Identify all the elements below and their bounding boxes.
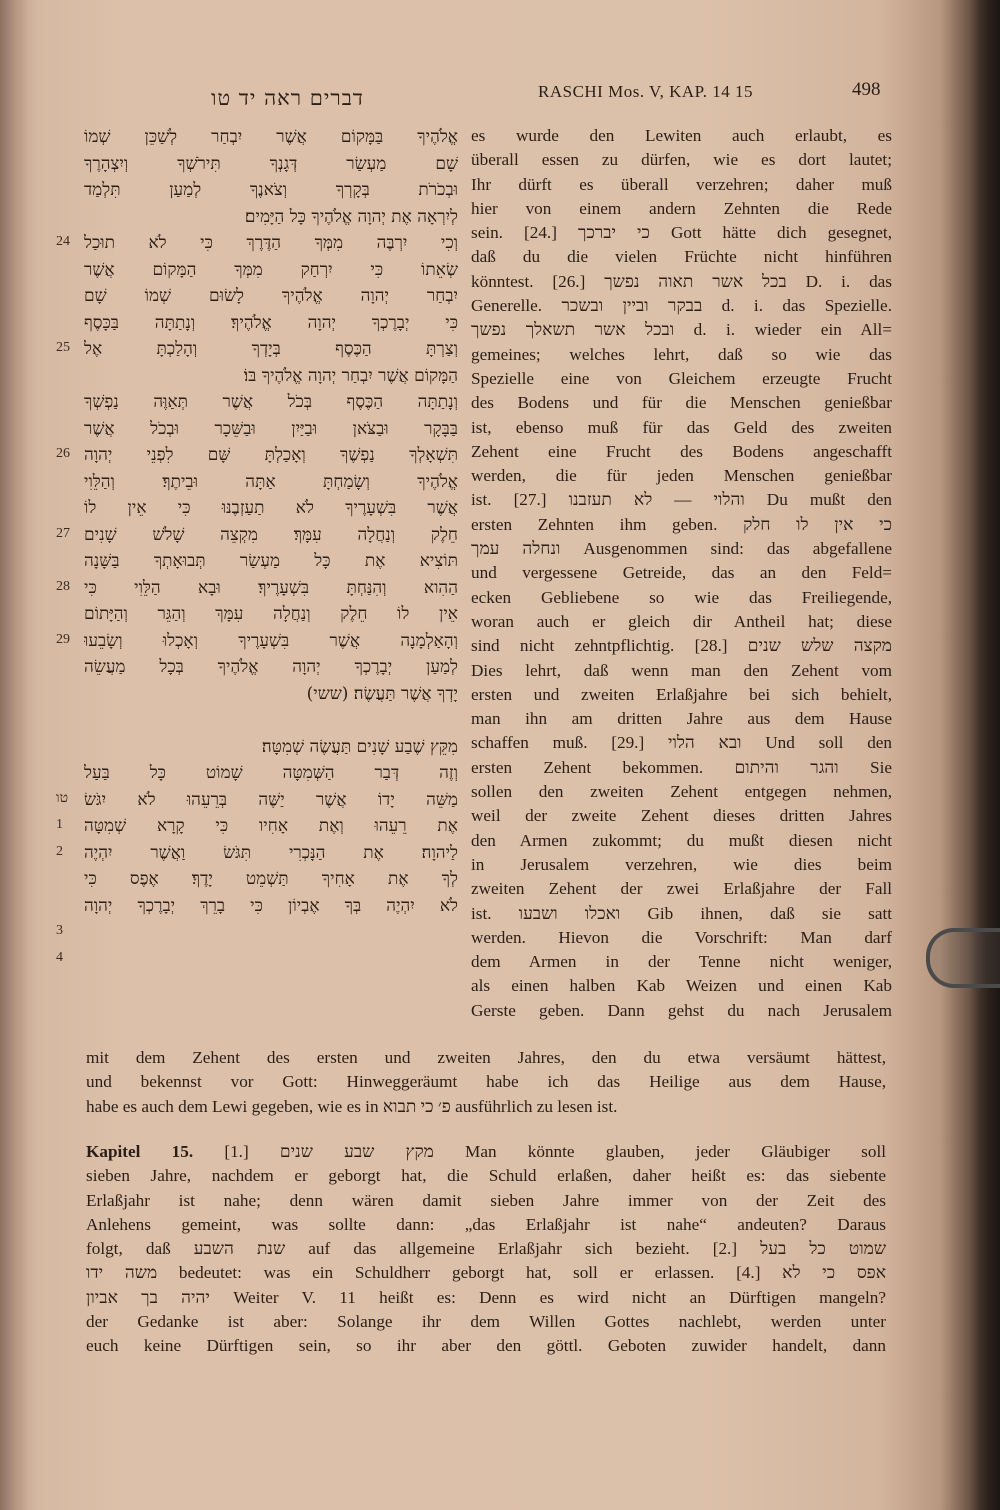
commentary-line: ersten und zweiten Erlaßjahre bei sich behielt, bbox=[471, 684, 892, 704]
commentary-line: und vergessene Getreide, das an den Feld= bbox=[471, 563, 892, 583]
commentary-line: werden. Hievon die Vorschrift: Man darf bbox=[471, 927, 892, 947]
hebrew-running-title: דברים ראה יד טו bbox=[211, 86, 364, 110]
verse-line: בַּבָּקָר וּבַצֹּאן וּבַיַּיִן וּבַשֵּׁכָר וּבְכֹל אֲשֶׁר bbox=[84, 418, 458, 439]
commentary-line: weil der zweite Zehent dieses dritten Jahres bbox=[471, 806, 892, 826]
chapter-first-line bbox=[86, 1140, 886, 1164]
verse-line: וְנָתַתָּה הַכֶּסֶף בְּכֹל אֲשֶׁר תְּאַוֶּה נַפְשְׁךָ bbox=[84, 392, 458, 412]
commentary-line: überall essen zu dürfen, wie es dort lautet; bbox=[471, 150, 892, 170]
verse-line: אֲשֶׁר בִּשְׁעָרֶיךָ לֹא תַעַזְבֶנּוּ כִּי אֵין לוֹ bbox=[84, 498, 458, 518]
verse-line: וְהָאַלְמָנָה אֲשֶׁר בִּשְׁעָרֶיךָ וְאָכְלוּ וְשָׂבֵעוּ bbox=[84, 630, 458, 651]
verse-number: 24 bbox=[56, 234, 70, 249]
verse-line: הַמָּקוֹם אֲשֶׁר יִבְחַר יְהוָה אֱלֹהֶיךָ בּוֹ׃ bbox=[243, 365, 458, 386]
full-width-line: und bekennst vor Gott: Hinweggeräumt habe ich das Heilige aus dem Hause, bbox=[86, 1072, 886, 1092]
verse-line: לַיהוָה׃ אֶת הַנָּכְרִי תִּגֹּשׂ וַאֲשֶׁר יִהְיֶה bbox=[84, 842, 458, 863]
chapter-line: Anlehens gemeint, was sollte dann: „das Erlaßjahr ist nahe“ andeuten? Daraus bbox=[86, 1214, 886, 1234]
commentary-line: ist. ואכלו ושבעו Gib ihnen, daß sie satt bbox=[471, 903, 892, 923]
verse-number: 3 bbox=[56, 923, 63, 938]
verse-line: אֶת רֵעֵהוּ וְאֶת אָחִיו כִּי קָרָא שְׁמִטָּה bbox=[84, 816, 458, 836]
full-width-line: mit dem Zehent des ersten und zweiten Jahres, den du etwa versäumt hättest, bbox=[86, 1048, 886, 1067]
commentary-line: ersten Zehnten ihm geben. כי אין לו חלק bbox=[471, 514, 892, 534]
verse-number: 29 bbox=[56, 631, 70, 647]
verse-line bbox=[84, 707, 458, 734]
verse-number: 4 bbox=[56, 949, 63, 965]
hebrew-verse-column bbox=[84, 124, 458, 919]
verse-number: 26 bbox=[56, 446, 70, 461]
verse-line: וְזֶה דְּבַר הַשְּׁמִטָּה שָׁמוֹט כָּל בַּעַל bbox=[84, 763, 458, 783]
commentary-line: als einen halben Kab Weizen und einen Kab bbox=[471, 976, 892, 996]
commentary-column bbox=[471, 124, 892, 1023]
verse-line: לְמַעַן יְבָרֶכְךָ יְהוָה אֱלֹהֶיךָ בְּכָל מַעֲשֵׂה bbox=[84, 657, 458, 677]
verse-line: שְׂאֵתוֹ כִּי יִרְחַק מִמְּךָ הַמָּקוֹם אֲשֶׁר bbox=[84, 259, 458, 280]
chapter-title: Kapitel 15. bbox=[86, 1142, 194, 1161]
commentary-line: zweiten Zehent der zwei Erlaßjahre der Fall bbox=[471, 879, 892, 899]
verse-line: מַשֵּׁה יָדוֹ אֲשֶׁר יַשֶּׁה בְּרֵעֵהוּ לֹא יִגֹּשׂ bbox=[84, 789, 458, 810]
commentary-line: gemeines; welches lehrt, daß so wie das bbox=[471, 344, 892, 364]
commentary-line: daß du die vielen Früchte nicht hinführen bbox=[471, 247, 892, 267]
verse-line: הַהִוא וְהִנַּחְתָּ בִּשְׁעָרֶיךָ׃ וּבָא הַלֵּוִי כִּי bbox=[84, 577, 458, 598]
full-width-line: habe es auch dem Lewi gegeben, wie es in פ׳ כי תבוא ausführlich zu lesen ist. bbox=[86, 1096, 618, 1116]
verse-line: וְכִי יִרְבֶּה מִמְּךָ הַדֶּרֶךְ כִּי לֹא תוּכַל bbox=[84, 233, 458, 253]
verse-line: אֱלֹהֶיךָ וְשָׂמַחְתָּ אַתָּה וּבֵיתֶךָ׃ וְהַלֵּוִי bbox=[84, 471, 458, 492]
full-width-commentary bbox=[86, 1046, 886, 1119]
verse-line: אֱלֹהֶיךָ בַּמָּקוֹם אֲשֶׁר יִבְחַר לְשַׁכֵּן שְׁמוֹ bbox=[84, 127, 458, 147]
page-gutter-shadow bbox=[0, 0, 28, 1510]
verse-line: אֵין לוֹ חֵלֶק וְנַחֲלָה עִמָּךְ וְהַגֵּר וְהַיָּתוֹם bbox=[84, 604, 458, 624]
commentary-line: Generelle. בבקר וביין ובשכר d. i. das Spezielle. bbox=[471, 296, 892, 316]
verse-line: חֵלֶק וְנַחֲלָה עִמָּךְ׃ מִקְצֵה שָׁלֹשׁ שָׁנִים bbox=[84, 524, 458, 545]
commentary-line: es wurde den Lewiten auch erlaubt, es bbox=[471, 126, 892, 145]
verse-line: יִבְחַר יְהוָה אֱלֹהֶיךָ לָשׂוּם שְׁמוֹ שָׁם bbox=[84, 286, 458, 306]
chapter-line: der Gedanke ist aber: Solange ihr dem Willen Gottes nachlebt, werden unter bbox=[86, 1312, 886, 1332]
commentary-line: Dies lehrt, daß wenn man den Zehent vom bbox=[471, 660, 892, 680]
verse-line: שָׁם מַעְשַׂר דְּגָנְךָ תִּירֹשְׁךָ וְיִצְהָרֶךָ bbox=[84, 153, 458, 174]
commentary-line: Spezielle eine von Gleichem erzeugte Frucht bbox=[471, 368, 892, 388]
chapter-line: משה ידו bedeutet: was ein Schuldherr geborgt hat, soll er erlassen. [4.] אפס כי לא bbox=[86, 1263, 886, 1283]
verse-line: לֹא יִהְיֶה בְּךָ אֶבְיוֹן כִּי בָרֵךְ יְבָרֶכְךָ יְהוָה bbox=[84, 895, 458, 916]
chapter-line: Erlaßjahr ist nahe; denn wären damit sieben Jahre immer von der Zeit des bbox=[86, 1190, 886, 1210]
running-title: RASCHI Mos. V, KAP. 14 15 bbox=[538, 82, 753, 101]
page-number: 498 bbox=[852, 79, 881, 100]
chapter-line: sieben Jahre, nachdem er geborgt hat, die Schuld erlaßen, daher heißt es: das siebente bbox=[86, 1166, 886, 1186]
verse-number: טו bbox=[56, 790, 69, 806]
verse-line: וְצַרְתָּ הַכֶּסֶף בְּיָדְךָ וְהָלַכְתָּ אֶל bbox=[84, 339, 458, 359]
commentary-line: Gerste geben. Dann gehst du nach Jerusalem bbox=[471, 1000, 892, 1020]
commentary-line: sind nicht zehntpflichtig. [28.] מקצה שלש שנים bbox=[471, 636, 892, 656]
commentary-line: ist. [27.] והלוי — לא תעזבנו Du mußt den bbox=[471, 490, 892, 510]
page-edge-shadow bbox=[970, 0, 1000, 1510]
chapter-line: folgt, daß שנת השבע auf das allgemeine Erlaßjahr sich bezieht. [2.] שמוט כל בעל bbox=[86, 1239, 886, 1259]
verse-number: 1 bbox=[56, 817, 63, 832]
commentary-line: sein. [24.] כי יברכך Gott hätte dich gesegnet, bbox=[471, 223, 892, 243]
commentary-line: man ihn am dritten Jahre aus dem Hause bbox=[471, 709, 892, 729]
verse-number: 2 bbox=[56, 843, 63, 859]
page-clip bbox=[926, 928, 1000, 988]
commentary-line: ist, ebenso muß für das Geld des zweiten bbox=[471, 417, 892, 437]
chapter-first-line-text: [1.] מקץ שבע שנים Man könnte glauben, jeder Gläubiger soll bbox=[224, 1142, 886, 1161]
commentary-line: ecken Gebliebene so wie das Freiliegende, bbox=[471, 587, 892, 607]
chapter-commentary bbox=[86, 1140, 886, 1359]
commentary-line: des Bodens und für die Menschen genießbar bbox=[471, 393, 892, 413]
verse-line: וּבְכֹרֹת בְּקָרְךָ וְצֹאנֶךָ לְמַעַן תִּלְמַד bbox=[84, 180, 458, 200]
verse-line: יָדְךָ אֲשֶׁר תַּעֲשֶׂה׃ (ששי) bbox=[306, 683, 458, 704]
chapter-line: יהיה בך אביון Weiter V. 11 heißt es: Denn es wird nicht an Dürftigen mangeln? bbox=[86, 1287, 886, 1307]
commentary-line: dem Armen in der Tenne nicht weniger, bbox=[471, 952, 892, 972]
commentary-line: ersten Zehent bekommen. והגר והיתום Sie bbox=[471, 757, 892, 777]
verse-line: מִקֵּץ שֶׁבַע שָׁנִים תַּעֲשֶׂה שְׁמִטָּה׃ bbox=[261, 736, 458, 757]
commentary-line: woran auch er gleich dir Antheil hat; diese bbox=[471, 611, 892, 631]
commentary-line: ונחלה עמך Ausgenommen sind: das abgefallene bbox=[471, 539, 892, 559]
commentary-line: in Jerusalem verzehren, wie dies beim bbox=[471, 854, 892, 874]
commentary-line: den Armen zukommt; du mußt diesen nicht bbox=[471, 830, 892, 850]
verse-line: תִּשְׁאָלְךָ נַפְשֶׁךָ וְאָכַלְתָּ שָּׁם לִפְנֵי יְהוָה bbox=[84, 445, 458, 465]
verse-number: 27 bbox=[56, 525, 70, 541]
verse-line: כִּי יְבָרֶכְךָ יְהוָה אֱלֹהֶיךָ׃ וְנָתַתָּה בַּכָּסֶף bbox=[84, 312, 458, 333]
commentary-line: hier von einem andern Zehnten die Rede bbox=[471, 198, 892, 218]
verse-line: לְיִרְאָה אֶת יְהוָה אֱלֹהֶיךָ כָּל הַיָּמִים׃ bbox=[244, 206, 458, 227]
commentary-line: werden, die für jeden Menschen genießbar bbox=[471, 466, 892, 486]
verse-number: 25 bbox=[56, 340, 70, 355]
verse-line: תּוֹצִיא אֶת כָּל מַעְשַׂר תְּבוּאָתְךָ בַּשָּׁנָה bbox=[84, 551, 458, 571]
commentary-line: könntest. [26.] בכל אשר תאוה נפשך D. i. das bbox=[471, 271, 892, 291]
commentary-line: Ihr dürft es überall verzehren; daher muß bbox=[471, 174, 892, 194]
commentary-line: schaffen muß. [29.] ובא הלוי Und soll den bbox=[471, 733, 892, 753]
chapter-line: euch keine Dürftigen sein, so ihr aber den göttl. Geboten zuwider handelt, dann bbox=[86, 1336, 886, 1356]
commentary-line: Zehent eine Frucht des Bodens angeschafft bbox=[471, 441, 892, 461]
commentary-line: ובכל אשר תשאלך נפשך d. i. wieder ein All= bbox=[471, 320, 892, 340]
verse-line: לְךָ אֶת אָחִיךָ תַּשְׁמֵט יָדֶךָ׃ אֶפֶס כִּי bbox=[84, 869, 458, 889]
commentary-line: sollen den zweiten Zehent entgegen nehmen, bbox=[471, 782, 892, 802]
verse-number: 28 bbox=[56, 578, 70, 594]
